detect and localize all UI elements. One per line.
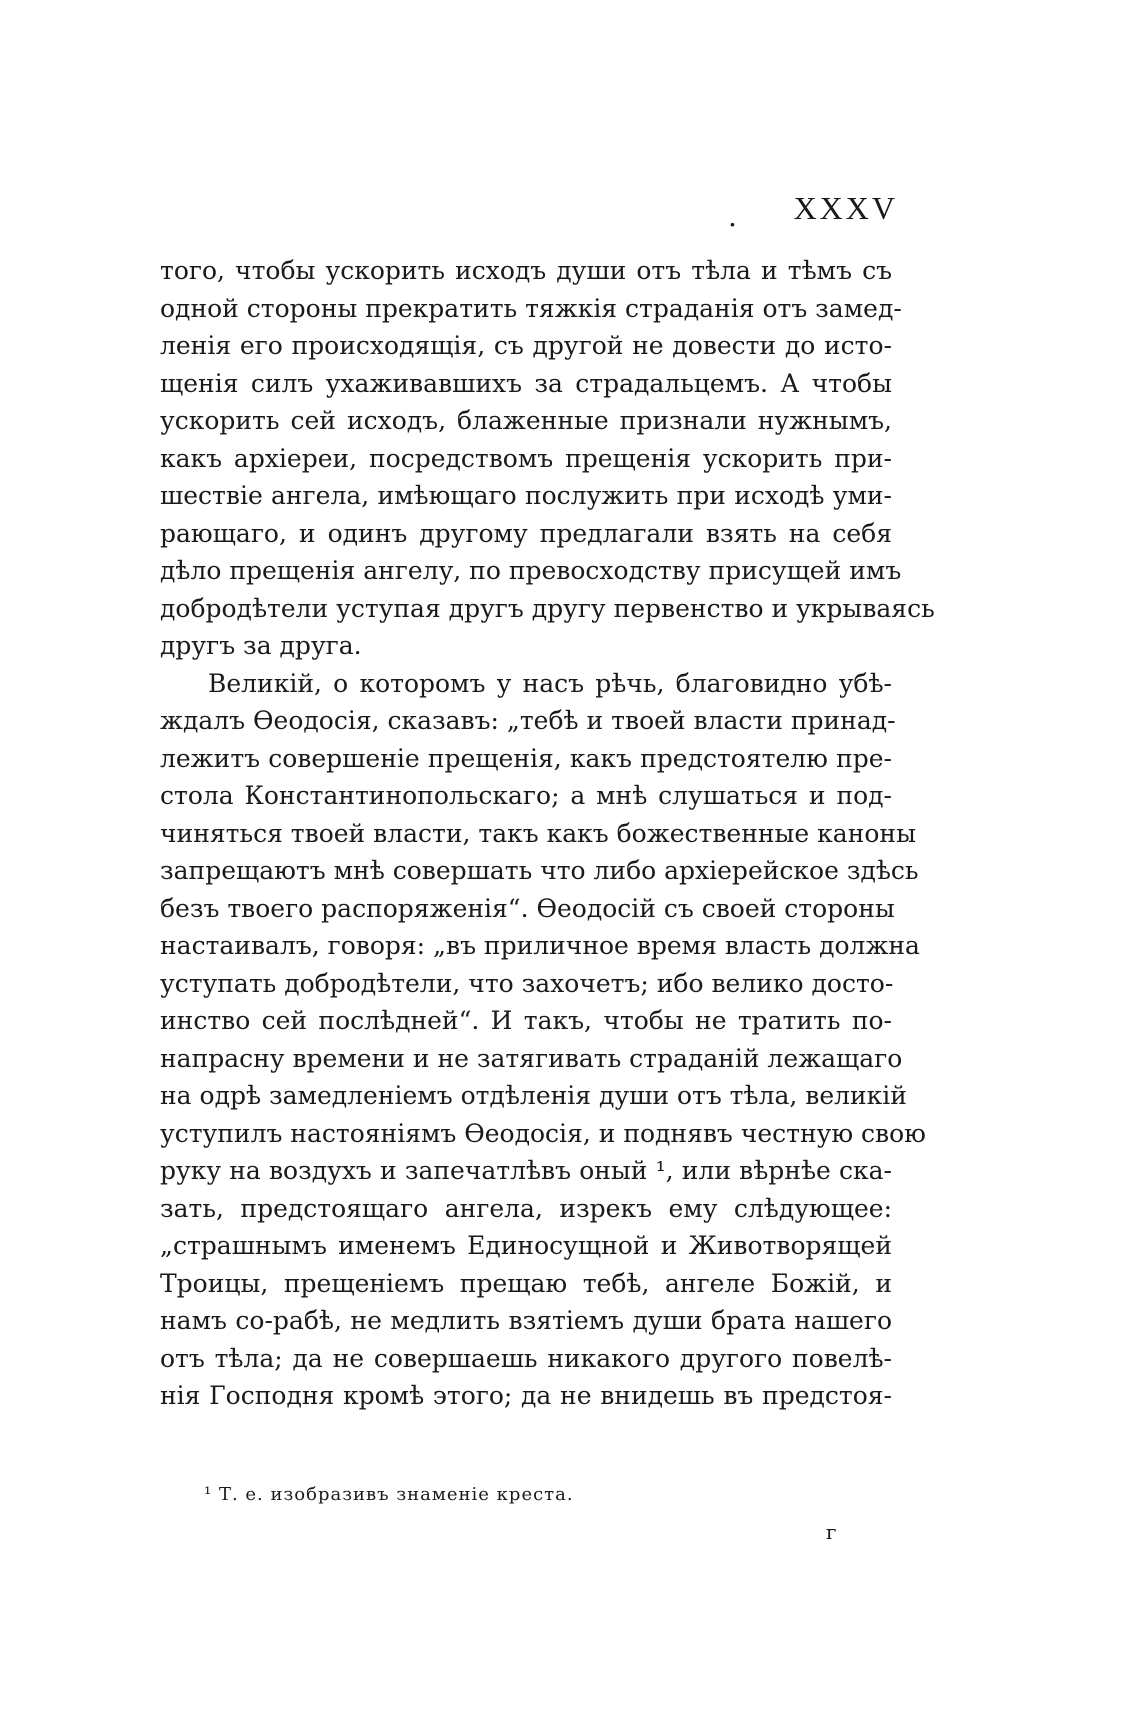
text-line: щенія силъ ухаживавшихъ за страдальцемъ. А чтобы xyxy=(160,368,892,398)
text-line: одной стороны прекратить тяжкія страданія отъ замед- xyxy=(160,293,902,323)
text-line: отъ тѣла; да не совершаешь никакого другого повелѣ- xyxy=(160,1343,892,1373)
page-number: XXXV xyxy=(793,190,898,226)
text-line: Троицы, прещеніемъ прещаю тебѣ, ангеле Божій, и xyxy=(160,1268,892,1298)
text-line: безъ твоего распоряженія“. Ѳеодосій съ своей стороны xyxy=(160,893,895,923)
text-line: какъ архіереи, посредствомъ прещенія ускорить при- xyxy=(160,443,892,473)
text-line: ленія его происходящія, съ другой не довести до исто- xyxy=(160,331,892,360)
text-line: ускорить сей исходъ, блаженные признали нужнымъ, xyxy=(160,406,892,435)
text-line: на одрѣ замедленіемъ отдѣленія души отъ тѣла, великій xyxy=(160,1081,907,1110)
text-line: нія Господня кромѣ этого; да не внидешь въ предстоя- xyxy=(160,1381,892,1410)
footnote: ¹ Т. е. изобразивъ знаменіе креста. xyxy=(204,1484,574,1505)
text-line: уступилъ настояніямъ Ѳеодосія, и поднявъ честную свою xyxy=(160,1118,926,1148)
text-line: напрасну времени и не затягивать страданій лежащаго xyxy=(160,1043,903,1073)
text-line: зать, предстоящаго ангела, изрекъ ему слѣдующее: xyxy=(160,1193,892,1223)
text-line: инство сей послѣдней“. И такъ, чтобы не тратить по- xyxy=(160,1006,892,1035)
page-dot: . xyxy=(728,200,737,233)
text-line: намъ со-рабѣ, не медлить взятіемъ души брата нашего xyxy=(160,1306,892,1335)
text-line: запрещаютъ мнѣ совершать что либо архіерейское здѣсь xyxy=(160,856,919,885)
text-line: руку на воздухъ и запечатлѣвъ оный ¹, или вѣрнѣе ска- xyxy=(160,1156,892,1185)
text-line: „страшнымъ именемъ Единосущной и Животворящей xyxy=(160,1231,892,1260)
text-line: другъ за друга. xyxy=(160,631,362,660)
text-line: стола Константинопольскаго; а мнѣ слушаться и под- xyxy=(160,781,892,810)
text-line: того, чтобы ускорить исходъ души отъ тѣла и тѣмъ съ xyxy=(160,256,892,285)
text-line: дѣло прещенія ангелу, по превосходству присущей имъ xyxy=(160,556,902,585)
text-line: рающаго, и одинъ другому предлагали взять на себя xyxy=(160,518,892,548)
text-line: настаивалъ, говоря: „въ приличное время власть должна xyxy=(160,931,920,960)
body-text xyxy=(160,252,935,1415)
text-line: ждалъ Ѳеодосія, сказавъ: „тебѣ и твоей власти принад- xyxy=(160,706,896,735)
text-line: добродѣтели уступая другъ другу первенство и укрываясь xyxy=(160,593,935,623)
signature-mark: г xyxy=(826,1520,837,1544)
text-line: лежитъ совершеніе прещенія, какъ предстоятелю пре- xyxy=(160,743,892,773)
text-line: шествіе ангела, имѣющаго послужить при исходѣ уми- xyxy=(160,481,892,510)
text-line: уступать добродѣтели, что захочетъ; ибо велико досто- xyxy=(160,968,894,998)
text-line-paragraph-start: Великій, о которомъ у насъ рѣчь, благовидно убѣ- xyxy=(208,668,892,698)
text-line: чиняться твоей власти, такъ какъ божественные каноны xyxy=(160,818,916,848)
